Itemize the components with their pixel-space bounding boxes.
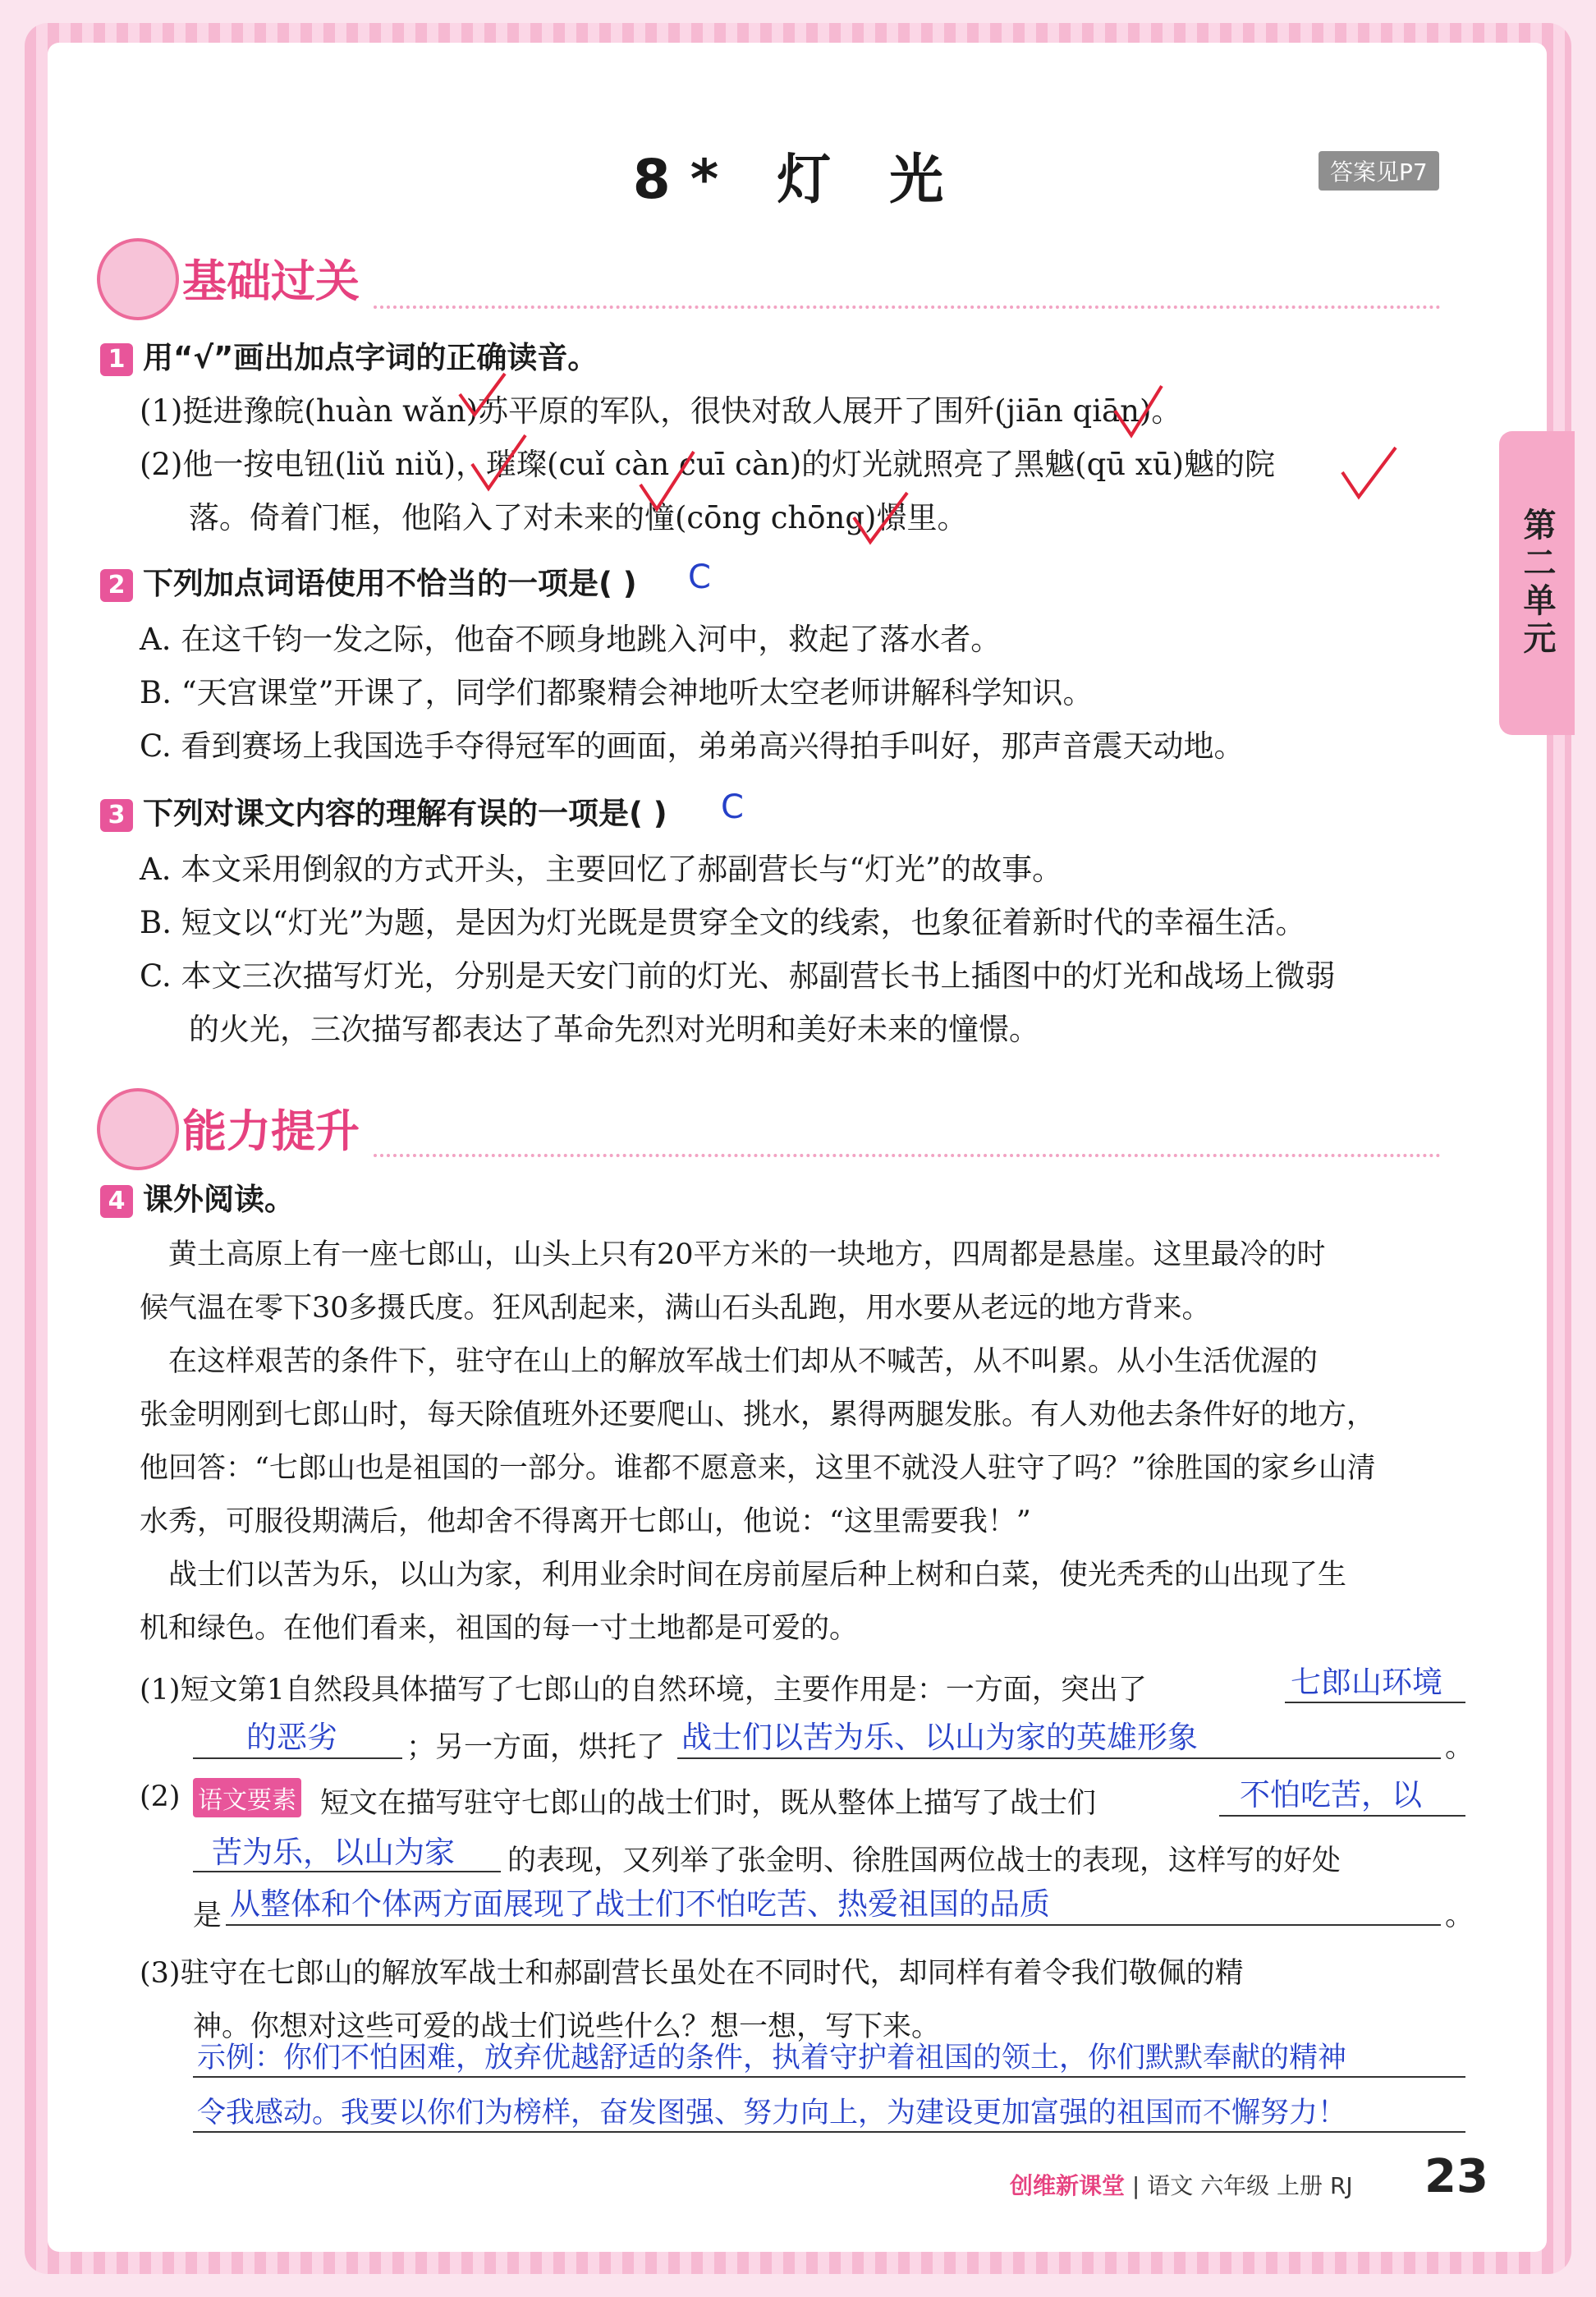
question-number: 1 xyxy=(100,343,133,376)
sub2-text-a: 短文在描写驻守七郎山的战士们时，既从整体上描写了战士们 xyxy=(320,1787,1097,1820)
question-number: 3 xyxy=(100,799,133,832)
sub3-text-a: (3)驻守在七郎山的解放军战士和郝副营长虽处在不同时代，却同样有着令我们敬佩的精 xyxy=(140,1957,1244,1990)
answer-blank xyxy=(193,1871,501,1872)
answer-blank xyxy=(226,1924,1441,1926)
passage-line-1: 黄土高原上有一座七郎山，山头上只有20平方米的一块地方，四周都是悬崖。这里最冷的时 xyxy=(168,1238,1326,1271)
sub2-text-c: 是 xyxy=(193,1900,222,1932)
answer-line xyxy=(193,2131,1465,2133)
check-mark-icon xyxy=(472,435,525,489)
check-mark-icon xyxy=(460,374,505,415)
answer-line xyxy=(193,2076,1465,2078)
sub2-answer-a: 不怕吃苦，以 xyxy=(1240,1777,1422,1812)
check-mark-icon xyxy=(640,452,694,509)
sub3-text-b: 神。你想对这些可爱的战士们说些什么？想一想，写下来。 xyxy=(193,2010,941,2043)
q3-option-c: C. 本文三次描写灯光，分别是天安门前的灯光、郝副营长书上插图中的灯光和战场上微弱 xyxy=(140,958,1336,994)
sub3-answer-a: 示例：你们不怕困难，放弃优越舒适的条件，执着守护着祖国的领土，你们默默奉献的精神 xyxy=(197,2042,1347,2074)
check-mark-icon xyxy=(1115,386,1162,435)
q2-option-c: C. 看到赛场上我国选手夺得冠军的画面，弟弟高兴得拍手叫好，那声音震天动地。 xyxy=(140,728,1245,764)
page-number: 23 xyxy=(1424,2150,1488,2203)
passage-line-3: 在这样艰苦的条件下，驻守在山上的解放军战士们却从不喊苦，从不叫累。从小生活优渥的 xyxy=(168,1345,1319,1378)
footer-details: | 语文 六年级 上册 RJ xyxy=(1131,2172,1353,2199)
question-3-title xyxy=(100,788,667,833)
sub2-text-b: 的表现，又列举了张金明、徐胜国两位战士的表现，这样写的好处 xyxy=(507,1844,1341,1877)
q3-answer: C xyxy=(721,788,744,826)
question-prompt: 下列加点词语使用不恰当的一项是( ) xyxy=(143,566,637,601)
q2-option-a: A. 在这千钧一发之际，他奋不顾身地跳入河中，救起了落水者。 xyxy=(140,622,1002,657)
check-mark-icon xyxy=(854,493,907,542)
sub1-text-a: (1)短文第1自然段具体描写了七郎山的自然环境，主要作用是：一方面，突出了 xyxy=(140,1674,1147,1707)
footer-info xyxy=(1010,2168,1353,2201)
question-prompt: 课外阅读。 xyxy=(143,1182,295,1217)
unit-tab: 第二单元 xyxy=(1499,431,1575,735)
section-heading-ability: 能力提升 xyxy=(182,1105,360,1157)
q3-option-b: B. 短文以“灯光”为题，是因为灯光既是贯穿全文的线索，也象征着新时代的幸福生活。 xyxy=(140,905,1306,940)
question-number: 4 xyxy=(100,1185,133,1218)
answer-blank xyxy=(1219,1815,1465,1817)
sub2-tag: 语文要素 xyxy=(193,1778,301,1817)
answer-blank xyxy=(677,1757,1441,1759)
q1-line-2: (2)他一按电钮(liǔ niǔ)，璀璨(cuǐ càn cuī càn)的灯光就照亮了黑魆(qū xū)魆的院 xyxy=(140,447,1276,482)
sub2-answer-c: 从整体和个体两方面展现了战士们不怕吃苦、热爱祖国的品质 xyxy=(230,1886,1050,1922)
question-2-title xyxy=(100,558,637,603)
sub1-answer-b: 的恶劣 xyxy=(246,1720,337,1755)
answer-blank xyxy=(1285,1702,1465,1703)
sub1-answer-c: 战士们以苦为乐、以山为家的英雄形象 xyxy=(681,1720,1198,1755)
question-number: 2 xyxy=(100,569,133,602)
question-prompt: 下列对课文内容的理解有误的一项是( ) xyxy=(143,796,667,831)
section-mascot-icon xyxy=(97,1088,179,1170)
q1-line-3: 落。倚着门框，他陷入了对未来的憧(cōng chōng)憬里。 xyxy=(189,500,968,535)
q2-answer: C xyxy=(688,558,711,596)
sub2-number: (2) xyxy=(140,1780,181,1813)
check-mark-icon xyxy=(1342,448,1396,497)
q2-option-b: B. “天宫课堂”开课了，同学们都聚精会神地听太空老师讲解科学知识。 xyxy=(140,675,1094,710)
sub1-text-b: ；另一方面，烘托了 xyxy=(406,1731,666,1764)
sub2-answer-b: 苦为乐，以山为家 xyxy=(212,1835,455,1870)
page-title: 8* 灯 光 xyxy=(632,148,964,211)
passage-line-4: 张金明刚到七郎山时，每天除值班外还要爬山、挑水，累得两腿发胀。有人劝他去条件好的地方， xyxy=(140,1399,1376,1431)
passage-line-7: 战士们以苦为乐，以山为家，利用业余时间在房前屋后种上树和白菜，使光秃秃的山出现了生 xyxy=(168,1559,1347,1592)
sub3-answer-b: 令我感动。我要以你们为榜样，奋发图强、努力向上，为建设更加富强的祖国而不懈努力！ xyxy=(197,2097,1347,2129)
q3-option-a: A. 本文采用倒叙的方式开头，主要回忆了郝副营长与“灯光”的故事。 xyxy=(140,852,1063,887)
q3-option-c-cont: 的火光，三次描写都表达了革命先烈对光明和美好未来的憧憬。 xyxy=(189,1012,1039,1047)
answer-blank xyxy=(193,1757,402,1759)
footer-brand: 创维新课堂 xyxy=(1010,2172,1126,2199)
question-4-title xyxy=(100,1174,295,1219)
question-prompt: 用“√”画出加点字词的正确读音。 xyxy=(143,340,598,375)
passage-line-6: 水秀，可服役期满后，他却舍不得离开七郎山，他说：“这里需要我！” xyxy=(140,1505,1031,1538)
passage-line-2: 候气温在零下30多摄氏度。狂风刮起来，满山石头乱跑，用水要从老远的地方背来。 xyxy=(140,1292,1211,1325)
answer-reference: 答案见P7 xyxy=(1319,151,1439,191)
sub1-answer-a: 七郎山环境 xyxy=(1291,1665,1442,1700)
section-heading-basic: 基础过关 xyxy=(182,255,360,307)
passage-line-8: 机和绿色。在他们看来，祖国的每一寸土地都是可爱的。 xyxy=(140,1612,859,1645)
section-divider xyxy=(374,1154,1441,1157)
q1-line-1: (1)挺进豫皖(huàn wǎn)苏平原的军队，很快对敌人展开了围歼(jiān qiān)。 xyxy=(140,393,1182,429)
sub2-end: 。 xyxy=(1445,1900,1474,1932)
sub1-end: 。 xyxy=(1445,1731,1474,1764)
passage-line-5: 他回答：“七郎山也是祖国的一部分。谁都不愿意来，这里不就没人驻守了吗？”徐胜国的家乡山清 xyxy=(140,1452,1376,1485)
